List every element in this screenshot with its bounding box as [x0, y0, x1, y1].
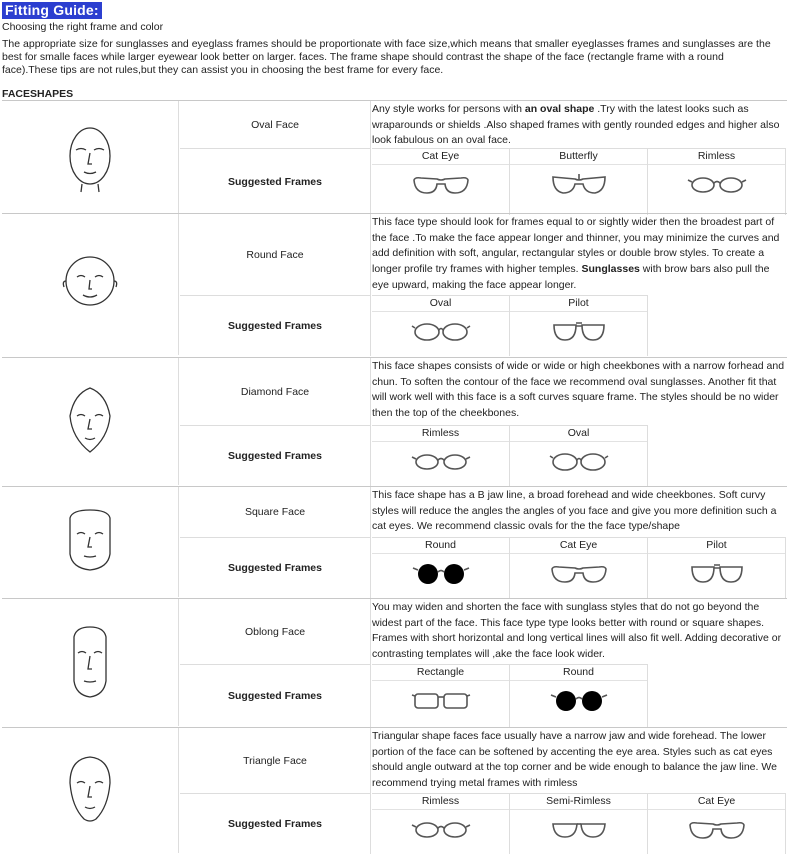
frame-option	[510, 296, 648, 356]
frame-option	[648, 149, 786, 215]
round-glasses-icon	[408, 560, 474, 590]
suggested-frames-label: Suggested Frames	[180, 148, 371, 215]
square-face-icon	[60, 504, 120, 580]
suggested-frames-grid	[372, 537, 786, 598]
cat-eye-glasses-icon	[408, 171, 474, 201]
face-section-oblong	[2, 598, 787, 726]
face-illustration-cell	[2, 728, 179, 853]
frame-option-label: Cat Eye	[372, 149, 509, 165]
face-section-triangle	[2, 727, 787, 853]
round-glasses-icon	[546, 687, 612, 717]
rectangle-glasses-icon	[408, 687, 474, 717]
face-description: You may widen and shorten the face with sunglass styles that do not go beyond the widest part of the face. This face type type looks better with round or square shapes. Frames with short horizontal and long vertical lines will also fit well. Adding decorative or contrasting templates will ,ake the face look wider.	[372, 601, 782, 661]
frame-option	[372, 149, 510, 215]
face-section-oval	[2, 100, 787, 214]
face-section-square	[2, 486, 787, 597]
rimless-glasses-icon	[408, 448, 474, 478]
face-name: Diamond Face	[180, 358, 371, 425]
frame-option-label: Round	[510, 665, 647, 681]
frame-option-label: Pilot	[510, 296, 647, 312]
frame-option	[648, 538, 786, 598]
frame-option	[510, 665, 648, 727]
frame-option	[372, 538, 510, 598]
suggested-frames-grid	[372, 425, 648, 486]
frame-option-label: Cat Eye	[510, 538, 647, 554]
faceshapes-heading: FACESHAPES	[2, 88, 74, 100]
face-description: Any style works for persons with an oval shape .Try with the latest looks such as wraparounds or shields .Also shaped frames with gently rounded edges and higher also look fabulous on an oval face.	[372, 103, 780, 147]
page-title: Fitting Guide:	[2, 2, 102, 19]
suggested-frames-grid	[372, 148, 786, 215]
face-description: This face type should look for frames equal to or sightly wider then the broadest part of the face .To make the face appear longer and thinner, you may minimize the curves and add definition with soft, angular, rectangular styles or double brow styles. To create a longer profile try frames with higher temples. Sunglasses with brow bars also pull the eye upward, making the face appear longer.	[372, 216, 780, 291]
frame-option-label: Rimless	[648, 149, 785, 165]
triangle-face-icon	[60, 753, 120, 829]
diamond-face-icon	[60, 384, 120, 460]
oval-glasses-icon	[408, 318, 474, 348]
frame-option	[372, 794, 510, 854]
frame-option-label: Rectangle	[372, 665, 509, 681]
semi-rimless-glasses-icon	[546, 816, 612, 846]
face-description: Triangular shape faces face usually have a narrow jaw and wide forehead. The lower portion of the face can be softened by accenting the eye area. Styles such as cat eyes should angle outward at the top corner and be wide enough to balance the jaw line. We recommend trying metal frames with rimless	[372, 730, 777, 790]
face-illustration-cell	[2, 214, 179, 355]
frame-option	[372, 426, 510, 486]
suggested-frames-label: Suggested Frames	[180, 793, 371, 854]
suggested-frames-label: Suggested Frames	[180, 664, 371, 727]
frame-option-label: Rimless	[372, 426, 509, 442]
face-description: This face shapes consists of wide or wide or high cheekbones with a narrow forhead and chun. To soften the contour of the face we recommend oval sunglasses. Another fit that will work well with this face is a soft curves square frame. The styles should be no wider then the top of the cheekbones.	[372, 360, 785, 420]
butterfly-glasses-icon	[546, 171, 612, 201]
face-name: Triangle Face	[180, 728, 371, 793]
frame-option	[510, 538, 648, 598]
frame-option-label: Pilot	[648, 538, 785, 554]
oval-face-icon	[60, 120, 120, 196]
face-illustration-cell	[2, 599, 179, 726]
suggested-frames-grid	[372, 793, 786, 854]
frame-option-label: Round	[372, 538, 509, 554]
suggested-frames-grid	[372, 664, 648, 727]
face-name: Oval Face	[180, 101, 371, 148]
page-subtitle: Choosing the right frame and color	[2, 21, 164, 33]
frame-option-label: Oval	[372, 296, 509, 312]
suggested-frames-label: Suggested Frames	[180, 537, 371, 598]
face-illustration-cell	[2, 101, 179, 214]
face-section-round	[2, 213, 787, 355]
face-name: Oblong Face	[180, 599, 371, 664]
frame-option	[372, 665, 510, 727]
cat-eye-glasses-icon	[546, 560, 612, 590]
face-section-diamond	[2, 357, 787, 485]
face-description: This face shape has a B jaw line, a broad forehead and wide cheekbones. Soft curvy styles will reduce the angles the angles of you face and give you more definition such a cat eyes. We recommend classic ovals for the the face type/shape	[372, 489, 777, 533]
frame-option	[372, 296, 510, 356]
rimless-glasses-icon	[408, 816, 474, 846]
cat-eye-glasses-icon	[684, 816, 750, 846]
frame-option-label: Cat Eye	[648, 794, 785, 810]
frame-option	[648, 794, 786, 854]
face-illustration-cell	[2, 487, 179, 597]
face-illustration-cell	[2, 358, 179, 485]
frame-option-label: Oval	[510, 426, 647, 442]
suggested-frames-grid	[372, 295, 648, 356]
intro-paragraph: The appropriate size for sunglasses and eyeglass frames should be proportionate with face size,which means that smaller eyeglasses frames and sunglasses are the best for smalle faces while larger eyewear look better on larger. faces. The frame shape should contrast the shape of the face (rectangle frame with a round face).These tips are not rules,but they can assist you in choosing the best frame for every face.	[2, 38, 771, 76]
frame-option	[510, 426, 648, 486]
frame-option-label: Butterfly	[510, 149, 647, 165]
frame-option	[510, 149, 648, 215]
round-face-icon	[60, 247, 120, 323]
oblong-face-icon	[60, 625, 120, 701]
oval-glasses-icon	[546, 448, 612, 478]
rimless-glasses-icon	[684, 171, 750, 201]
frame-option-label: Rimless	[372, 794, 509, 810]
face-name: Square Face	[180, 487, 371, 537]
suggested-frames-label: Suggested Frames	[180, 295, 371, 356]
suggested-frames-label: Suggested Frames	[180, 425, 371, 486]
pilot-glasses-icon	[546, 318, 612, 348]
face-name: Round Face	[180, 214, 371, 295]
pilot-glasses-icon	[684, 560, 750, 590]
frame-option	[510, 794, 648, 854]
frame-option-label: Semi-Rimless	[510, 794, 647, 810]
